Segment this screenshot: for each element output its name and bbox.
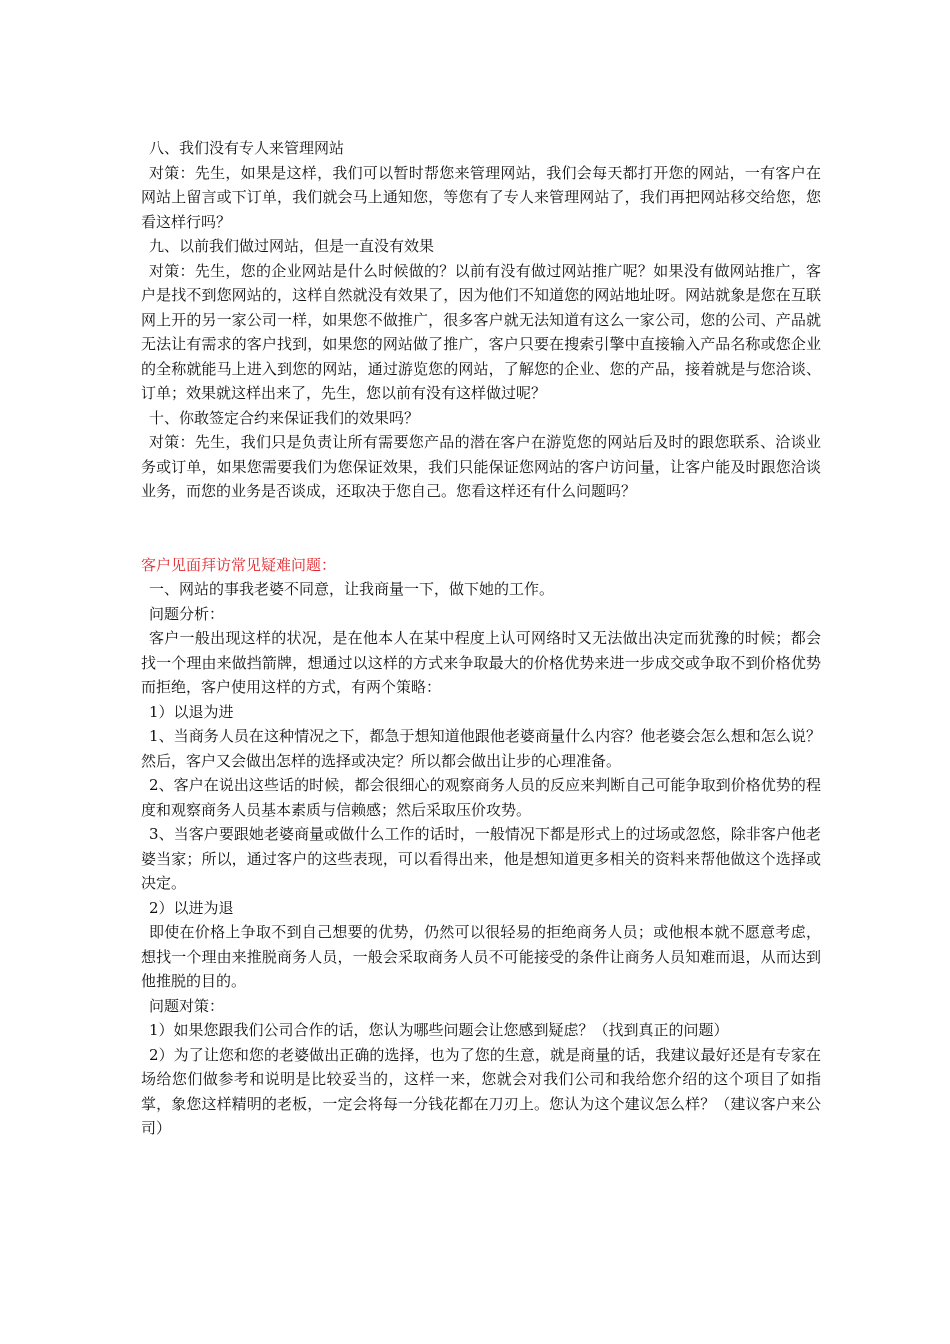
question-8-heading: 八、我们没有专人来管理网站 bbox=[149, 139, 345, 157]
countermeasure-label: 问题对策： bbox=[149, 996, 225, 1015]
question-10-heading: 十、你敢签定合约来保证我们的效果吗？ bbox=[149, 408, 420, 427]
question-9-answer: 对策：先生，您的企业网站是什么时候做的？以前有没有做过网站推广呢？如果没有做网站推广，客户是找不到您网站的，这样自然就没有效果了，因为他们不知道您的网站地址呀。网站就象是您在互联网上开的另一家公司一样，如果您不做推广，很多客户就无法知道有这么一家公司，您的公司、产品就无法让有需求的客户找到，如果您的网站做了推广，客户只要在搜索引擎中直接输入产品名称或您企业的全称就能马上进入到您的网站，通过游览您的网站，了解您的企业、您的产品，接着就是与您洽谈、订单；效果就这样出来了，先生，您以前有没有这样做过呢？ bbox=[141, 261, 821, 402]
section-spacer bbox=[141, 504, 821, 553]
question-10-answer: 对策：先生，我们只是负责让所有需要您产品的潜在客户在游览您的网站后及时的跟您联系、洽谈业务或订单，如果您需要我们为您保证效果，我们只能保证您网站的客户访问量，让客户能及时跟您洽谈业务，而您的业务是否谈成，还取决于您自己。您看这样还有什么问题吗？ bbox=[141, 433, 821, 500]
strategy-1-point-3: 3、当客户要跟她老婆商量或做什么工作的话时，一般情况下都是形式上的过场或忽悠，除非客户他老婆当家；所以，通过客户的这些表现，可以看得出来，他是想知道更多相关的资料来帮他做这个选择或决定。 bbox=[141, 825, 821, 892]
strategy-1-point-1: 1、当商务人员在这种情况之下，都急于想知道他跟他老婆商量什么内容？他老婆会怎么想和怎么说？然后，客户又会做出怎样的选择或决定？所以都会做出让步的心理准备。 bbox=[141, 727, 821, 770]
section-title: 客户见面拜访常见疑难问题： bbox=[141, 555, 337, 574]
countermeasure-2: 2）为了让您和您的老婆做出正确的选择，也为了您的生意，就是商量的话，我建议最好还是有专家在场给您们做参考和说明是比较妥当的，这样一来，您就会对我们公司和我给您介绍的这个项目了如指掌，象您这样精明的老板，一定会将每一分钱花都在刀刃上。您认为这个建议怎么样？（建议客户来公司） bbox=[141, 1045, 821, 1137]
strategy-2-label: 2）以进为退 bbox=[149, 898, 234, 917]
visit-question-1-heading: 一、网站的事我老婆不同意，让我商量一下，做下她的工作。 bbox=[149, 580, 555, 598]
document-page bbox=[141, 136, 821, 1141]
question-9-heading: 九、以前我们做过网站，但是一直没有效果 bbox=[149, 237, 435, 255]
problem-analysis-label: 问题分析： bbox=[149, 604, 225, 623]
strategy-2-text: 即使在价格上争取不到自己想要的优势，仍然可以很轻易的拒绝商务人员；或他根本就不愿意考虑，想找一个理由来推脱商务人员，一般会采取商务人员不可能接受的条件让商务人员知难而退，从而达到他推脱的目的。 bbox=[141, 923, 821, 990]
strategy-1-point-2: 2、客户在说出这些话的时候，都会很细心的观察商务人员的反应来判断自己可能争取到价格优势的程度和观察商务人员基本素质与信赖感；然后采取压价攻势。 bbox=[141, 776, 821, 819]
question-8-answer: 对策：先生，如果是这样，我们可以暂时帮您来管理网站，我们会每天都打开您的网站，一有客户在网站上留言或下订单，我们就会马上通知您，等您有了专人来管理网站了，我们再把网站移交给您，您看这样行吗？ bbox=[141, 163, 821, 231]
countermeasure-1: 1）如果您跟我们公司合作的话，您认为哪些问题会让您感到疑虑？（找到真正的问题） bbox=[149, 1021, 729, 1039]
problem-analysis-text: 客户一般出现这样的状况，是在他本人在某中程度上认可网络时又无法做出决定而犹豫的时候；都会找一个理由来做挡箭牌，想通过以这样的方式来争取最大的价格优势来进一步成交或争取不到价格优势而拒绝，客户使用这样的方式，有两个策略： bbox=[141, 629, 821, 696]
strategy-1-label: 1）以退为进 bbox=[149, 702, 234, 721]
